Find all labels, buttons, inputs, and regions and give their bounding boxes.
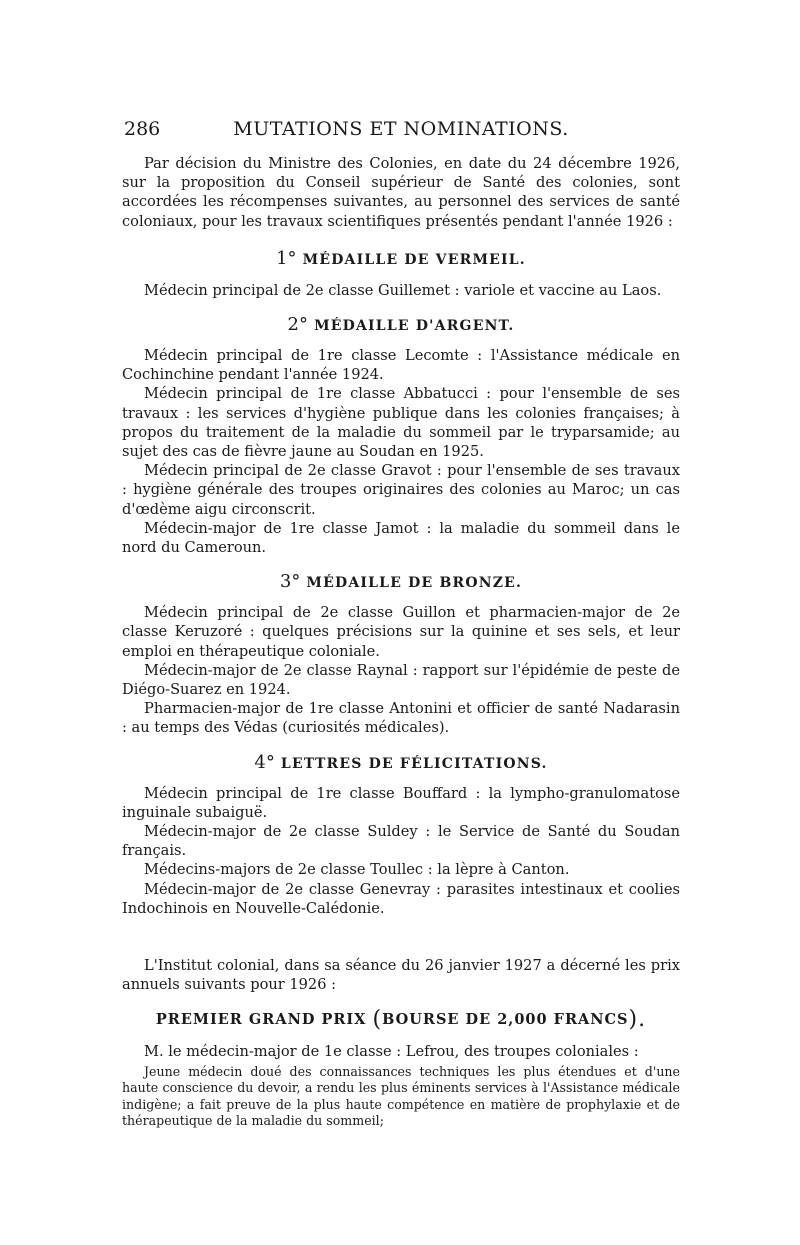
award-paragraph: Médecin-major de 2e classe Raynal : rapport sur l'épidémie de peste de Diégo-Suarez en 1924.: [122, 661, 680, 699]
section-heading-felicitations: [122, 752, 680, 773]
section-title: MÉDAILLE DE BRONZE.: [306, 575, 523, 592]
citation-paragraph: Jeune médecin doué des connaissances techniques les plus étendues et d'une haute conscience du devoir, a rendu les plus éminents services à l'Assistance médicale indigène; a fait preuve de la plus haute compétence en matière de prophylaxie et de thérapeutique de la maladie du sommeil;: [122, 1063, 680, 1129]
prize-heading-inner: BOURSE DE 2,000 FRANCS: [382, 1010, 629, 1028]
section-number: 3°: [279, 571, 301, 593]
section-title: MÉDAILLE D'ARGENT.: [314, 318, 515, 335]
section-number: 1°: [276, 247, 297, 269]
running-title: MUTATIONS ET NOMINATIONS.: [233, 118, 569, 140]
award-paragraph: Médecin principal de 2e classe Gravot : pour l'ensemble de ses travaux : hygiène générale des troupes originaires des colonies au Maroc; un cas d'œdème aigu circonscrit.: [122, 462, 680, 518]
section-heading-argent: [122, 314, 680, 335]
award-paragraph: Médecin-major de 2e classe Genevray : parasites intestinaux et coolies Indochinois en Nouvelle-Calédonie.: [122, 880, 680, 917]
prize-heading-paren-close: ).: [628, 1006, 647, 1032]
section-gap: [122, 918, 680, 956]
running-head: [122, 118, 680, 150]
award-paragraph: Médecin principal de 1re classe Abbatucci : pour l'ensemble de ses travaux : les services d'hygiène publique dans les colonies françaises; à propos du traitement de la maladie du sommeil par le tryparsamide; au sujet des cas de fièvre jaune au Soudan en 1925.: [122, 385, 680, 461]
section-title: LETTRES DE FÉLICITATIONS.: [280, 755, 548, 772]
laureate-line: M. le médecin-major de 1e classe : Lefrou, des troupes coloniales :: [144, 1042, 639, 1060]
award-paragraph: Médecin principal de 1re classe Bouffard : la lympho-granulomatose inguinale subaiguë.: [122, 784, 680, 821]
award-paragraph: Médecin-major de 1re classe Jamot : la maladie du sommeil dans le nord du Cameroun.: [122, 519, 680, 557]
section-heading-bronze: [122, 571, 680, 592]
award-paragraph: Médecin principal de 1re classe Lecomte : l'Assistance médicale en Cochinchine pendant l'année 1924.: [122, 347, 680, 384]
page: [122, 118, 680, 1130]
award-paragraph: Médecins-majors de 2e classe Toullec : la lèpre à Canton.: [144, 861, 570, 879]
section-title: MÉDAILLE DE VERMEIL.: [302, 251, 526, 268]
section-number: 4°: [254, 751, 275, 773]
intro-paragraph: Par décision du Ministre des Colonies, en date du 24 décembre 1926, sur la proposition du Conseil supérieur de Santé des colonies, sont accordées les récompenses suivantes, au personnel des services de santé coloniaux, pour les travaux scientifiques présentés pendant l'année 1926 :: [122, 155, 680, 230]
award-paragraph: Médecin principal de 2e classe Guillemet : variole et vaccine au Laos.: [144, 281, 662, 299]
prize-heading-paren-open: (: [372, 1006, 383, 1032]
award-paragraph: Médecin-major de 2e classe Suldey : le Service de Santé du Soudan français.: [122, 823, 680, 860]
prize-heading: [122, 1007, 680, 1032]
section-number: 2°: [287, 314, 308, 336]
section-heading-vermeil: [122, 248, 680, 269]
page-number: 286: [124, 118, 161, 140]
institut-paragraph: L'Institut colonial, dans sa séance du 26 janvier 1927 a décerné les prix annuels suivants pour 1926 :: [122, 957, 680, 994]
award-paragraph: Médecin principal de 2e classe Guillon et pharmacien-major de 2e classe Keruzoré : quelques précisions sur la quinine et ses sels, et leur emploi en thérapeutique coloniale.: [122, 604, 680, 660]
award-paragraph: Pharmacien-major de 1re classe Antonini et officier de santé Nadarasin : au temps des Védas (curiosités médicales).: [122, 700, 680, 737]
prize-heading-label: PREMIER GRAND PRIX: [155, 1010, 367, 1028]
